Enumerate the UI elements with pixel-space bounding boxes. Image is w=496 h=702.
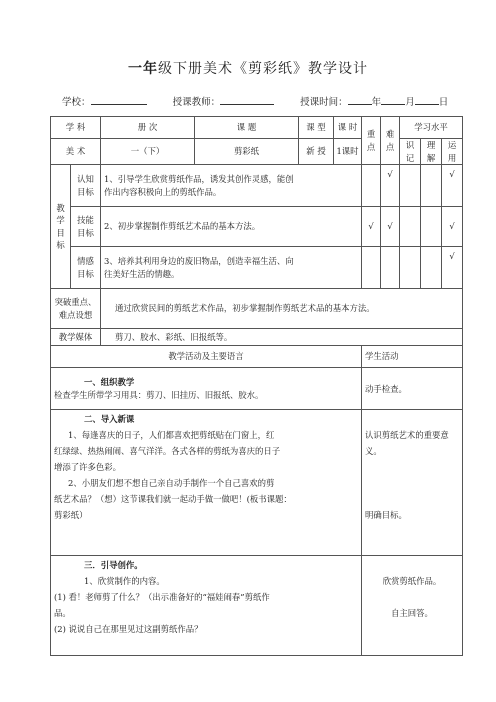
student-activity: 认识剪纸艺术的重要意 义。 明确目标。 — [362, 410, 463, 556]
info-subject: 美 术 — [51, 139, 101, 165]
header-subject: 学 科 — [51, 117, 101, 139]
header-topic: 课 题 — [195, 117, 299, 139]
goal-category: 认知 目标 — [71, 165, 101, 207]
month-blank — [381, 95, 405, 105]
info-topic: 剪彩纸 — [195, 139, 299, 165]
info-volume: 一（下） — [101, 139, 195, 165]
section-title: 二、导入新课 — [84, 414, 135, 424]
header-hours: 课 时 — [334, 117, 362, 139]
school-blank — [91, 95, 147, 105]
section-line: 检查学生所带学习用具：剪刀、旧挂历、旧报纸、胶水。 — [54, 389, 264, 400]
goal-key-mark — [362, 165, 381, 207]
month-label: 月 — [405, 97, 415, 108]
header-know: 识记 — [400, 139, 421, 165]
meta-line — [62, 94, 448, 108]
section-title: 三．引导创作。 — [84, 560, 143, 570]
focus-label: 突破重点、 难点设想 — [51, 289, 101, 329]
section-create: 三．引导创作。 1、欣赏制作的内容。 (1) 看！老师剪了什么？（出示准备好的“福娃闹春”剪纸作 品。 (2) 说说自己在那里见过这副剪纸作品？ — [51, 556, 362, 656]
goal-category: 技能 目标 — [71, 207, 101, 247]
goal-app-mark: √ — [442, 247, 463, 289]
day-blank — [415, 95, 439, 105]
goal-diff-mark: √ — [381, 207, 400, 247]
school-label: 学校： — [62, 97, 91, 108]
section-organize — [51, 368, 362, 410]
info-hours: 1课时 — [334, 139, 362, 165]
goal-category: 情感 目标 — [71, 247, 101, 289]
info-type: 新 授 — [299, 139, 334, 165]
header-difficult: 难点 — [381, 117, 400, 165]
year-blank — [348, 95, 372, 105]
year-label: 年 — [371, 97, 382, 108]
student-activity: 动手检查。 — [362, 368, 463, 410]
focus-text: 通过欣赏民间的剪纸艺术作品，初步掌握制作剪纸艺术品的基本方法。 — [101, 289, 463, 329]
header-volume: 册 次 — [101, 117, 195, 139]
teacher-blank — [220, 95, 274, 105]
header-key: 重点 — [362, 117, 381, 165]
section-intro: 二、导入新课 1、每逢喜庆的日子，人们都喜欢把剪纸贴在门窗上，红 红绿绿、热热闹闹、喜气洋洋。各式各样的剪纸为喜庆的日子 增添了许多色彩。 2、小朋友们想不想自己亲自动手制作一个自己喜欢的剪 纸艺术品？（想）这节课我们就一起动手做一做吧！(板书课题： 剪彩纸） — [51, 410, 362, 556]
goal-text: 3、培养其利用身边的废旧物品，创造幸福生活、向 往美好生活的情趣。 — [101, 247, 362, 289]
goal-app-mark: √ — [442, 165, 463, 207]
lesson-plan-table — [50, 116, 463, 656]
goal-und-mark — [421, 165, 442, 207]
goal-diff-mark: √ — [381, 165, 400, 207]
header-level: 学习水平 — [400, 117, 463, 139]
goal-text: 2、初步掌握制作剪纸艺术品的基本方法。 — [101, 207, 362, 247]
goal-diff-mark — [381, 247, 400, 289]
media-label: 教学媒体 — [51, 329, 101, 346]
goal-und-mark — [421, 247, 442, 289]
section-title: 一、组织教学 — [84, 377, 135, 388]
teacher-label: 授课教师： — [172, 97, 221, 108]
student-header: 学生活动 — [362, 346, 463, 368]
goals-label: 教 学 目 标 — [51, 165, 71, 289]
goal-key-mark — [362, 247, 381, 289]
goal-text: 1、引导学生欣赏剪纸作品，诱发其创作灵感，能创 作出内容积极向上的剪纸作品。 — [101, 165, 362, 207]
goal-know-mark — [400, 207, 421, 247]
goal-know-mark — [400, 165, 421, 207]
day-label: 日 — [438, 97, 449, 108]
activity-header: 教学活动及主要语言 — [51, 346, 362, 368]
time-label: 授课时间： — [300, 97, 348, 108]
student-activity: 欣赏剪纸作品。 自主回答。 — [362, 556, 463, 656]
header-understand: 理解 — [421, 139, 442, 165]
header-type: 课 型 — [299, 117, 334, 139]
goal-und-mark — [421, 207, 442, 247]
goal-know-mark — [400, 247, 421, 289]
page-title: 一年级下册美术《剪彩纸》教学设计 — [128, 61, 368, 77]
goal-app-mark: √ — [442, 207, 463, 247]
goal-key-mark: √ — [362, 207, 381, 247]
header-apply: 运用 — [442, 139, 463, 165]
media-text: 剪刀、胶水、彩纸、旧报纸等。 — [101, 329, 463, 346]
